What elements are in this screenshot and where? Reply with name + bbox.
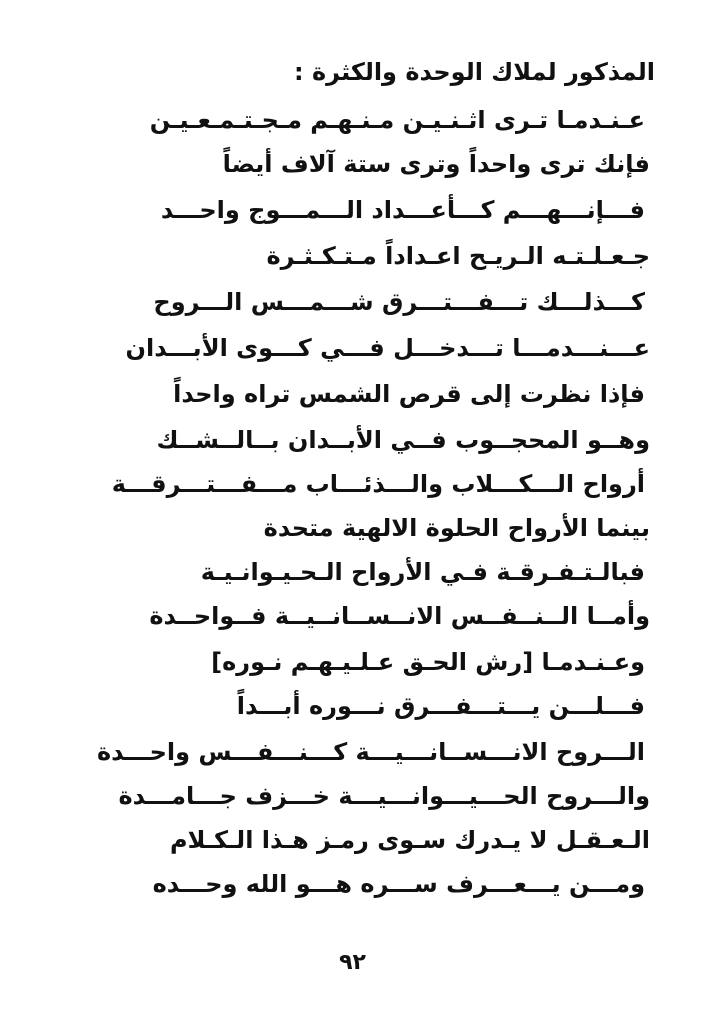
poem-line-2: فإنك ترى واحداً وترى ستة آلاف أيضاً [222, 150, 650, 178]
poem-line-16: والـــروح الحـــيـــوانـــيـــة خـــزف جـــامـــدة [118, 782, 650, 810]
poem-line-3: فـــإنـــهـــم كـــأعـــداد الـــمـــوج واحـــد [160, 196, 645, 224]
page-number: ٩٢ [339, 950, 366, 975]
poem-line-13: وعـنـدمـا [رش الحـق عـلـيـهـم نـوره] [211, 648, 645, 676]
poem-line-18: ومـــن يـــعـــرف ســـره هـــو الله وحـــده [152, 870, 645, 898]
poem-line-10: بينما الأرواح الحلوة الالهية متحدة [263, 514, 650, 542]
poem-line-14: فـــلـــن يـــتـــفـــرق نـــوره أبـــداً [236, 692, 645, 720]
poem-line-15: الـــروح الانـــســانـــيـــة كـــنـــفـــس واحـــدة [96, 738, 645, 766]
poem-line-5: كـــذلـــك تـــفـــتـــرق شـــمـــس الـــروح [153, 288, 645, 316]
poem-line-6: عـــنـــدمـــا تـــدخـــل فـــي كـــوى الأبـــدان [125, 334, 650, 362]
poem-line-9: أرواح الـــكـــلاب والـــذئـــاب مـــفـــتـــرقـــة [111, 470, 645, 498]
poem-line-4: جـعـلـتـه الـريـح اعـداداً مـتـكـثـرة [266, 242, 650, 270]
poem-line-11: فبالـتـفـرقـة فـي الأرواح الـحـيـوانـيـة [200, 558, 645, 586]
poem-line-7: فإذا نظرت إلى قرص الشمس تراه واحداً [173, 380, 645, 408]
poem-line-1: عـنـدمـا تـرى اثـنـيـن مـنـهـم مـجـتـمـعـيـن [149, 106, 645, 134]
poem-line-8: وهــو المحجــوب فــي الأبــدان بــالــشــك [156, 426, 650, 454]
poem-line-12: وأمــا الــنــفــس الانــســانــيــة فــواحــدة [149, 602, 650, 630]
intro-line: المذكور لملاك الوحدة والكثرة : [294, 58, 655, 86]
poem-line-17: الـعـقـل لا يـدرك سـوى رمـز هـذا الـكـلام [170, 826, 650, 854]
